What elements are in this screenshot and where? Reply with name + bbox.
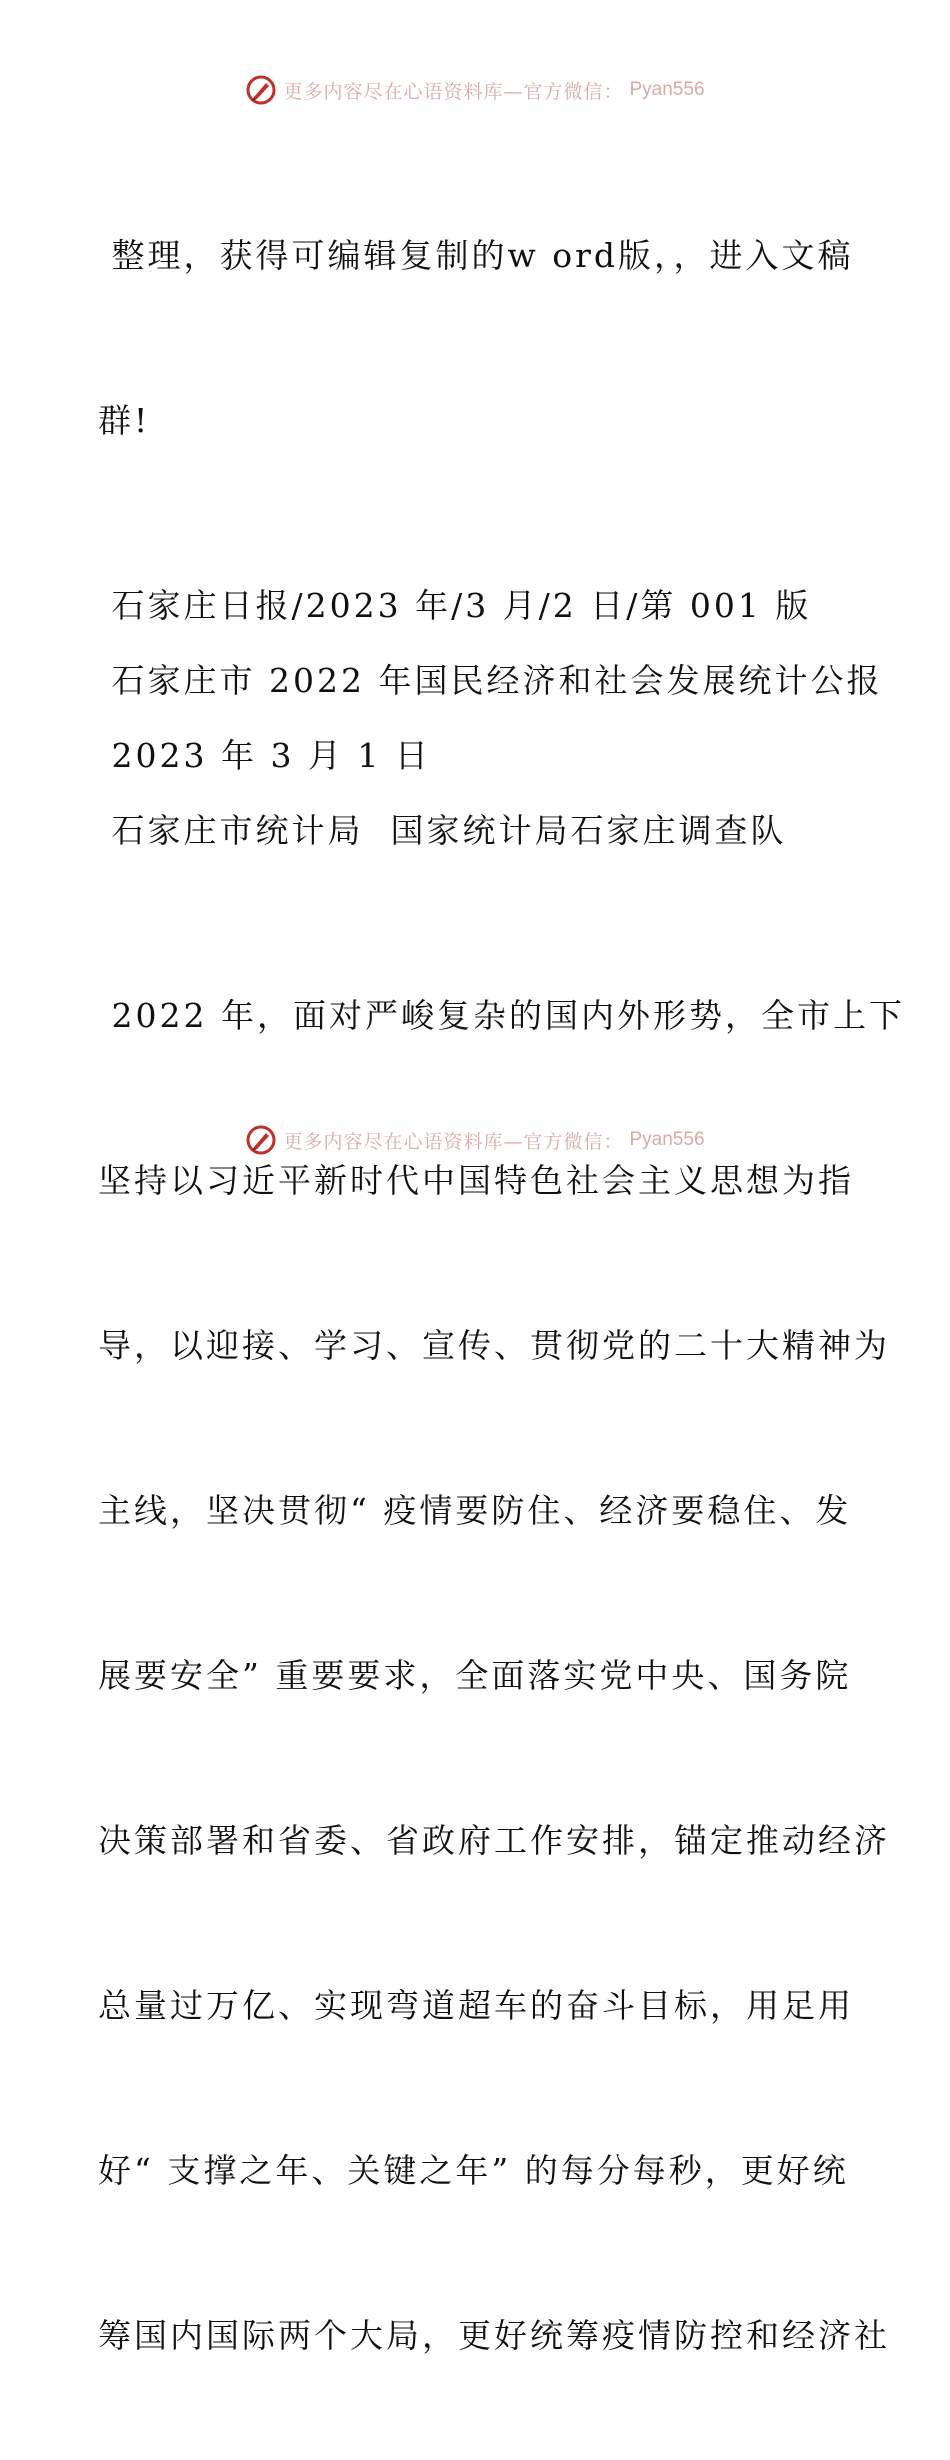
intro-line: 整理，获得可编辑复制的w ord版，，进入文稿 bbox=[98, 236, 854, 275]
banner-text: 更多内容尽在心语资料库—官方微信： bbox=[283, 1130, 624, 1153]
footer-watermark-banner bbox=[0, 1120, 950, 1160]
body-line: 筹国内国际两个大局，更好统筹疫情防控和经济社 bbox=[98, 2316, 890, 2355]
source-line: 石家庄日报/2023 年/3 月/2 日/第 001 版 bbox=[98, 586, 812, 625]
intro-line: 群! bbox=[98, 401, 151, 440]
pen-logo-icon bbox=[245, 74, 277, 106]
body-line: 导，以迎接、学习、宣传、贯彻党的二十大精神为 bbox=[98, 1326, 890, 1365]
body-paragraph bbox=[98, 878, 905, 2460]
banner-text: 更多内容尽在心语资料库—官方微信： bbox=[283, 80, 624, 103]
banner-wechat-id: Pyan556 bbox=[629, 1129, 705, 1150]
document-date: 2023 年 3 月 1 日 bbox=[98, 736, 431, 775]
banner-wechat-id: Pyan556 bbox=[629, 79, 705, 100]
body-line: 展要安全” 重要要求，全面落实党中央、国务院 bbox=[98, 1656, 852, 1695]
body-line: 好“ 支撑之年、关键之年” 的每分每秒，更好统 bbox=[98, 2151, 849, 2190]
document-issuer: 石家庄市统计局 国家统计局石家庄调查队 bbox=[98, 811, 787, 850]
document-body bbox=[98, 118, 905, 2460]
body-line: 坚持以习近平新时代中国特色社会主义思想为指 bbox=[98, 1161, 854, 1200]
body-line: 总量过万亿、实现弯道超车的奋斗目标，用足用 bbox=[98, 1986, 854, 2025]
body-line: 主线，坚决贯彻“ 疫情要防住、经济要稳住、发 bbox=[98, 1491, 852, 1530]
body-line: 决策部署和省委、省政府工作安排，锚定推动经济 bbox=[98, 1821, 890, 1860]
intro-paragraph bbox=[98, 118, 858, 558]
body-line: 2022 年，面对严峻复杂的国内外形势，全市上下 bbox=[98, 996, 905, 1035]
pen-logo-icon bbox=[245, 1124, 277, 1156]
document-title: 石家庄市 2022 年国民经济和社会发展统计公报 bbox=[98, 661, 883, 700]
header-watermark-banner bbox=[0, 70, 950, 110]
